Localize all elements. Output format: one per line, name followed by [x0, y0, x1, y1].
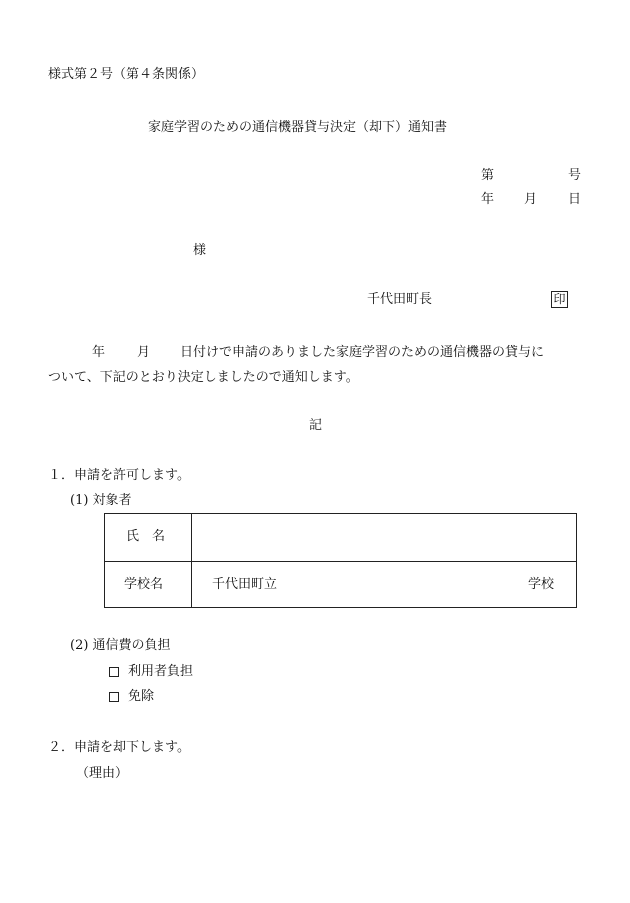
school-prefix: 千代田町立 [212, 577, 278, 592]
recipient-honorific: 様 [193, 243, 207, 258]
target-person-label: (1) 対象者 [70, 493, 132, 508]
seal-stamp: 印 [551, 291, 568, 308]
user-pays-label: 利用者負担 [128, 664, 194, 679]
user-pays-checkbox[interactable] [109, 667, 119, 677]
exemption-label: 免除 [128, 689, 155, 704]
section-1-heading: １．申請を許可します。 [48, 468, 190, 483]
date-month: 月 [524, 192, 538, 207]
date-year: 年 [481, 192, 495, 207]
form-number: 様式第２号（第４条関係） [48, 67, 205, 82]
communication-cost-label: (2) 通信費の負担 [70, 638, 171, 653]
name-label: 氏 名 [126, 529, 166, 544]
body-line-1: 日付けで申請のありました家庭学習のための通信機器の貸与に [180, 345, 545, 360]
issuer-name: 千代田町長 [367, 292, 433, 307]
table-row-divider [105, 561, 576, 562]
reason-label: （理由） [76, 766, 129, 781]
doc-number-suffix: 号 [568, 168, 582, 183]
target-table [104, 513, 577, 608]
body-line-2: ついて、下記のとおり決定しましたので通知します。 [48, 370, 359, 385]
body-year: 年 [92, 345, 106, 360]
date-day: 日 [568, 192, 582, 207]
document-title: 家庭学習のための通信機器貸与決定（却下）通知書 [148, 120, 448, 135]
body-month: 月 [137, 345, 151, 360]
exemption-checkbox[interactable] [109, 692, 119, 702]
school-label: 学校名 [124, 577, 164, 592]
table-column-divider [191, 514, 192, 607]
school-suffix: 学校 [528, 577, 555, 592]
ki-heading: 記 [309, 418, 323, 433]
section-2-heading: ２．申請を却下します。 [48, 740, 190, 755]
doc-number-prefix: 第 [481, 168, 495, 183]
